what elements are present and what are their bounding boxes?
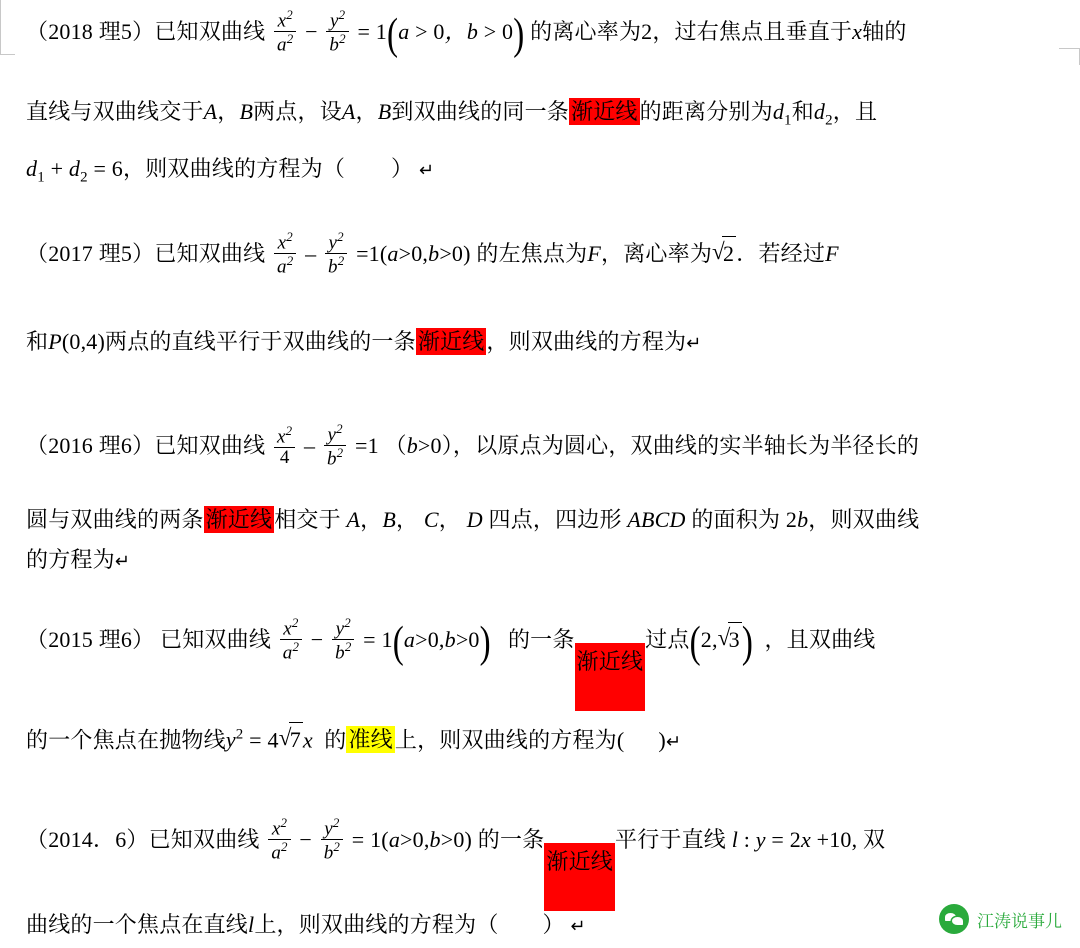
- problem-2015-line-1: （2015 理6） 已知双曲线 $\frac{x^2}{a^2}$ − $\frac{y^2}{b^2}$ = 1(a>0,b>0) 的一条渐近线过点(2, √ 3) ，且双曲线: [26, 618, 876, 711]
- paragraph-mark: ↵: [114, 551, 131, 571]
- label-2015: （2015 理6）: [26, 626, 155, 652]
- problem-2018-line-2: 直线与双曲线交于A，B两点，设A，B到双曲线的同一条渐近线的距离分别为$d_1$和$d_2$，且: [26, 99, 878, 129]
- problem-2015-line-2: 的一个焦点在抛物线$y^2 = 4$ √ 7x 的准线上，则双曲线的方程为( )↵: [26, 718, 681, 758]
- label-2017: （2017 理5）: [26, 240, 155, 266]
- highlight-asymptote-2014: 渐近线: [544, 843, 615, 911]
- label-2014: （2014．6）: [26, 826, 149, 852]
- wechat-icon: [939, 904, 969, 934]
- watermark-name: 江涛说事儿: [977, 911, 1062, 931]
- highlight-asymptote-2015: 渐近线: [575, 643, 646, 711]
- paragraph-mark: ↵: [570, 916, 586, 936]
- highlight-asymptote-2016: 渐近线: [205, 507, 273, 532]
- highlight-asymptote-2018: 渐近线: [571, 99, 638, 124]
- problem-2014-line-1: （2014．6）已知双曲线 $\frac{x^2}{a^2}$ − $\frac{y^2}{b^2}$ = 1(a>0,b>0) 的一条渐近线平行于直线 l : y = 2x +10, 双: [26, 818, 885, 911]
- paragraph-mark: ↵: [665, 731, 682, 752]
- problem-2017-line-1: （2017 理5）已知双曲线 $\frac{x^2}{a^2}$ – $\frac{y^2}{b^2}$ =1(a>0,b>0) 的左焦点为F，离心率为 √ 2．若经过F: [26, 232, 839, 280]
- problem-2016-line-3: 的方程为↵: [26, 547, 131, 572]
- problem-2018-line-3: $d_1 + d_2 = 6$，则双曲线的方程为（ ） ↵: [26, 156, 435, 186]
- problem-2018-line-1: （2018 理5）已知双曲线 $\frac{x^2}{a^2}$ − $\frac{y^2}{b^2}$ = 1(a > 0，b > 0) 的离心率为2，过右焦点且垂直于x轴的: [26, 7, 907, 60]
- problem-2014-line-2: 曲线的一个焦点在直线l上，则双曲线的方程为（ ） ↵: [26, 912, 586, 937]
- highlight-directrix-2015: 准线: [348, 727, 393, 753]
- paragraph-mark: ↵: [686, 333, 702, 353]
- problem-2016-line-1: （2016 理6）已知双曲线 $\frac{x^2}{4}$ – $\frac{y^2}{b^2}$ =1 （b>0），以原点为圆心，双曲线的实半轴长为半径长的: [26, 421, 920, 470]
- label-2016: （2016 理6）: [26, 432, 155, 458]
- watermark-badge: [939, 904, 1062, 934]
- page-margin-mark-top-left: [0, 0, 15, 55]
- problem-2016-line-2: 圆与双曲线的两条渐近线相交于 A，B， C， D 四点，四边形 ABCD 的面积为 2b，则双曲线: [26, 507, 920, 532]
- paragraph-mark: ↵: [418, 160, 435, 180]
- highlight-asymptote-2017: 渐近线: [417, 329, 485, 354]
- label-2018: （2018 理5）: [26, 18, 155, 44]
- page-margin-mark-top-right: [1059, 48, 1080, 65]
- problem-2017-line-2: 和P(0,4)两点的直线平行于双曲线的一条渐近线，则双曲线的方程为↵: [26, 329, 702, 354]
